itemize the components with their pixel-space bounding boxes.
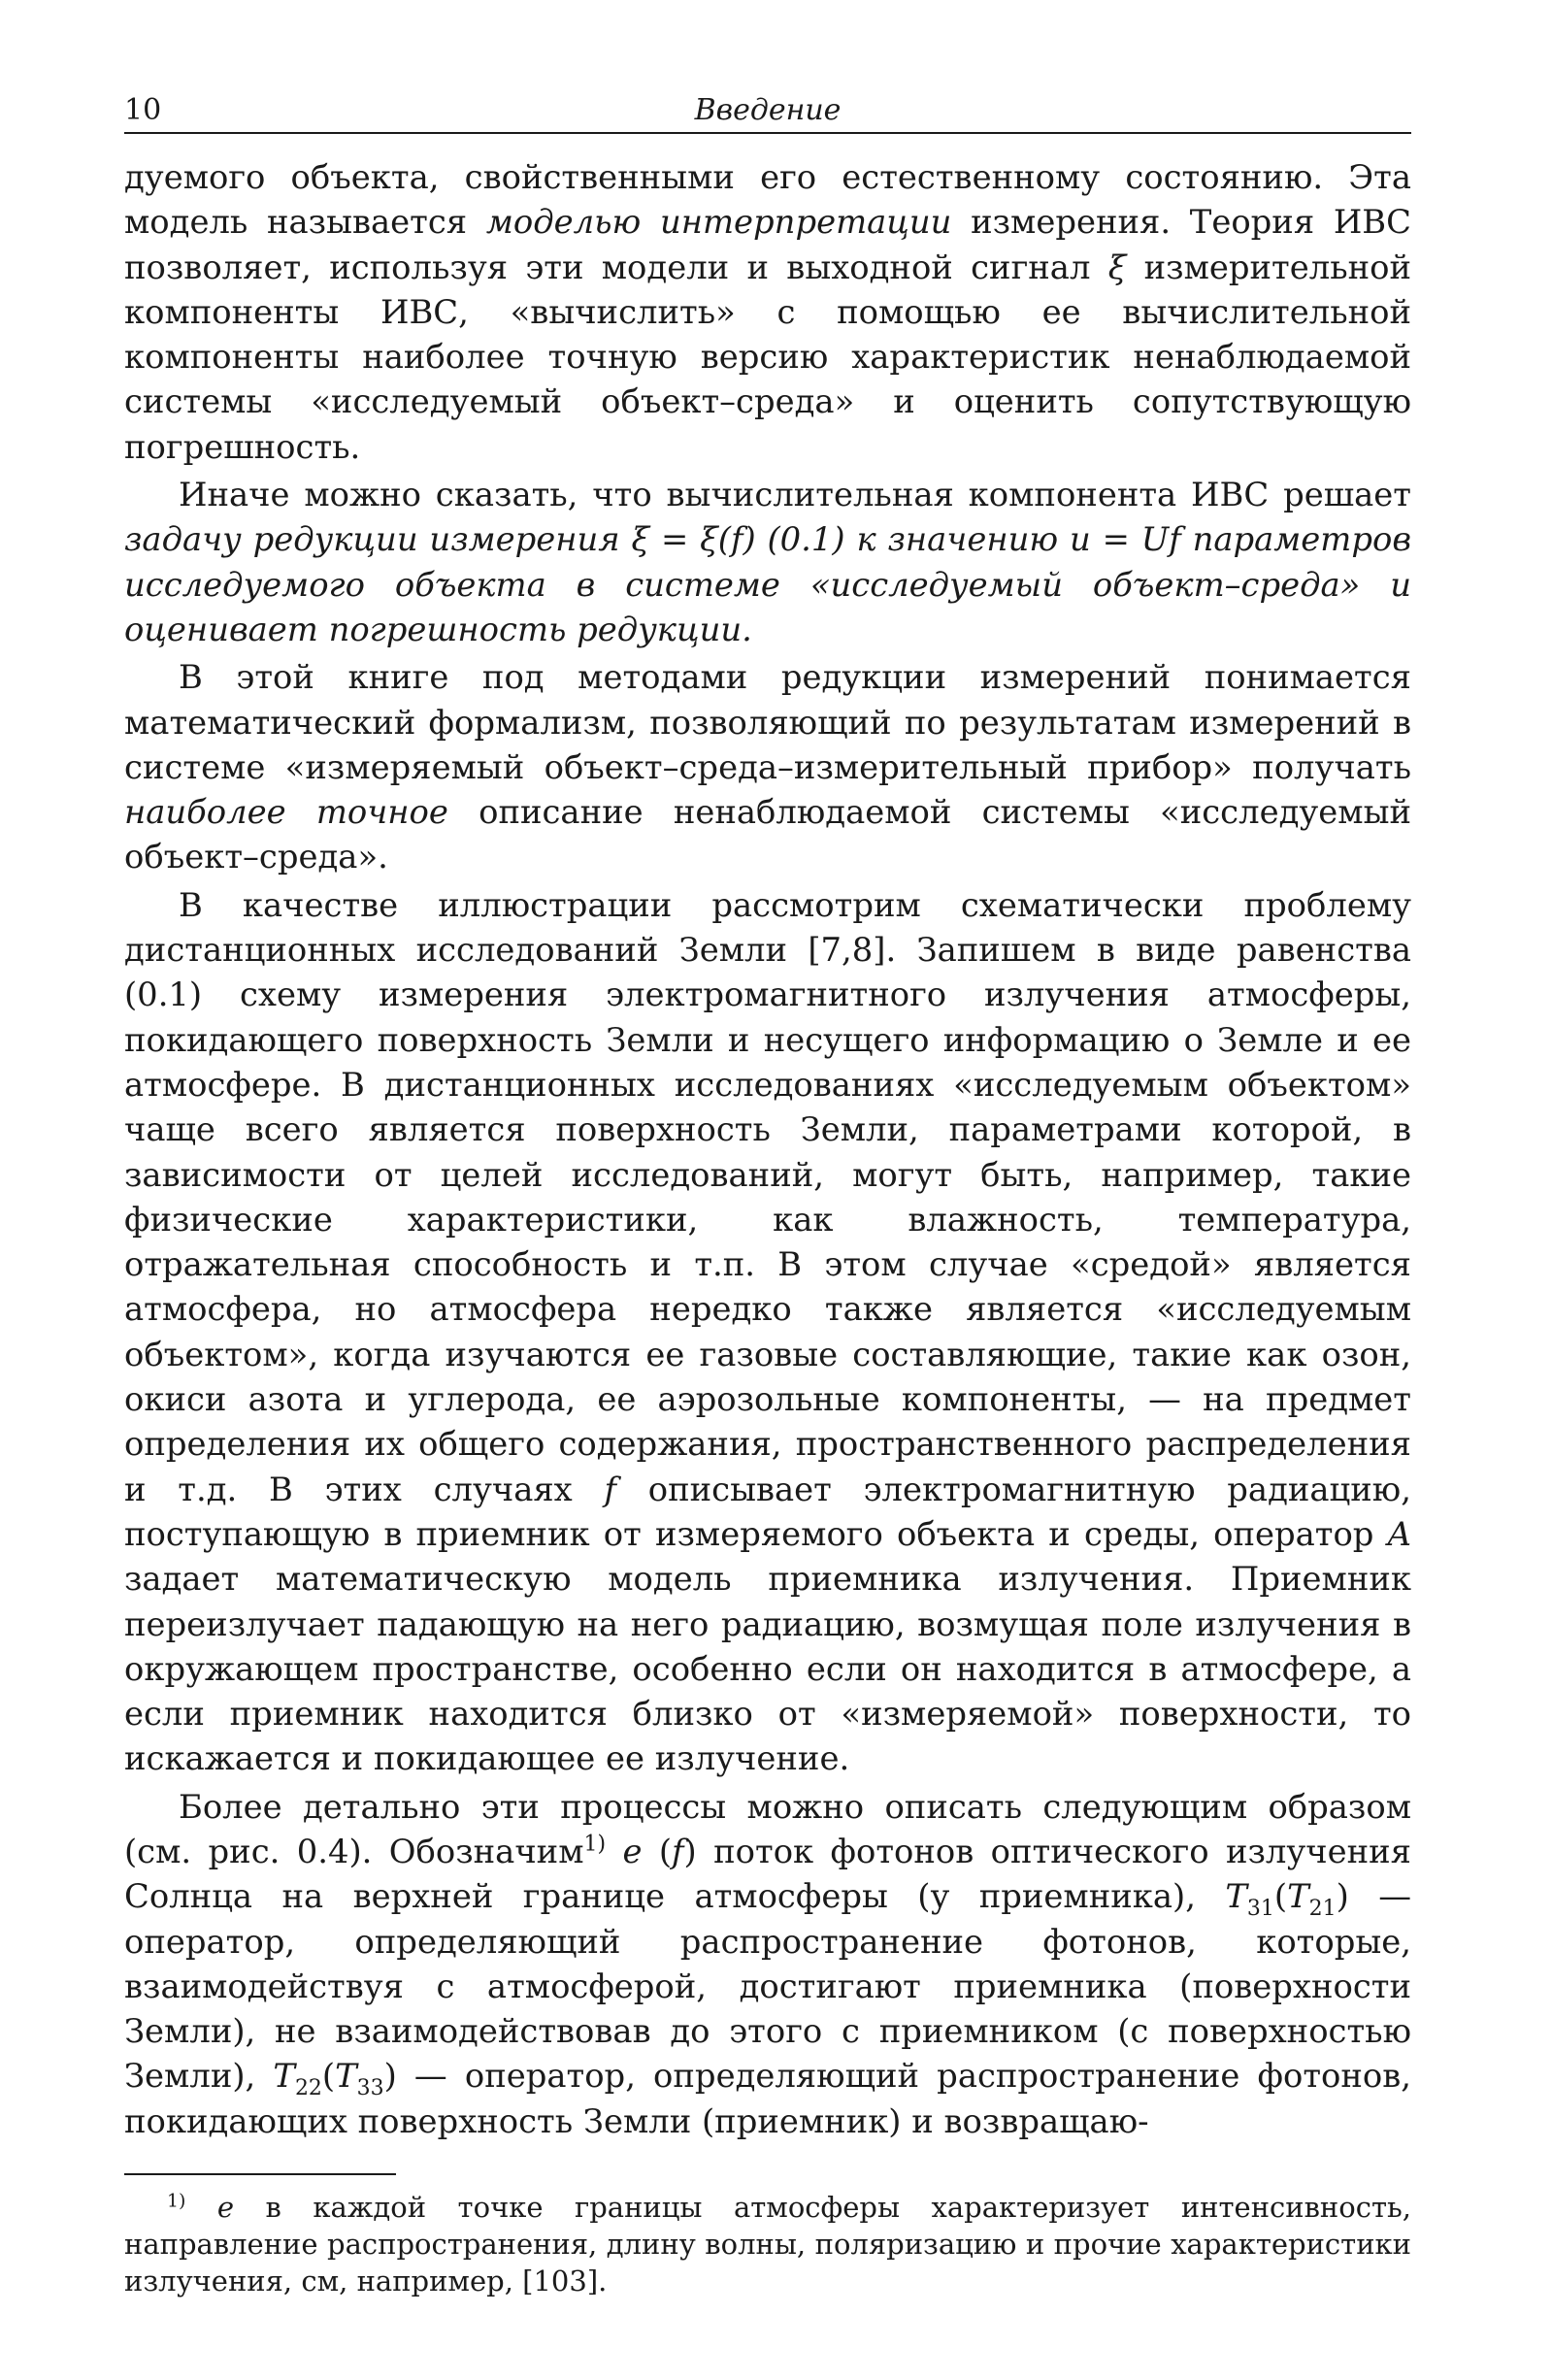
italic-text: e — [622, 1832, 643, 1870]
text-run: в каждой точке границы атмосферы характеризует интенсивность, направление распространения, длину волны, поляризацию и прочие характеристики излучения, см, например, [103]. — [124, 2191, 1412, 2298]
subscript: 33 — [356, 2076, 384, 2101]
italic-text: T — [1287, 1877, 1309, 1916]
italic-text: T — [335, 2057, 357, 2096]
text-run — [185, 2191, 217, 2224]
footnote-marker: 1) — [583, 1832, 607, 1857]
footnote — [124, 2189, 1411, 2299]
subscript: 22 — [294, 2076, 322, 2101]
paragraph — [124, 473, 1411, 652]
text-run — [606, 1833, 622, 1870]
page — [124, 89, 1411, 2299]
text-run: описывает электромагнитную радиацию, поступающую в приемник от измеряемого объекта и среды, оператор — [124, 1470, 1411, 1553]
footnote-text — [124, 2189, 1411, 2299]
text-run: ) — оператор, определяющий распространение фотонов, которые, взаимодействуя с атмосферой, достигают приемника (поверхности Земли), не взаимодействовав до этого с приемником (с поверхностью Земли), — [124, 1877, 1411, 2096]
footnote-marker: 1) — [167, 2191, 186, 2212]
body-text — [124, 155, 1411, 2144]
text-run: ( — [642, 1832, 673, 1870]
text-run: ( — [1273, 1877, 1288, 1916]
paragraph — [124, 155, 1411, 470]
italic-text: f — [604, 1470, 616, 1508]
italic-text: T — [1225, 1877, 1247, 1916]
text-run: дуемого объекта, свойственными его естественному состоянию. Эта модель называется — [124, 158, 1411, 242]
text-run: описание ненаблюдаемой системы «исследуемый объект–среда». — [124, 793, 1411, 876]
text-run: задает математическую модель приемника излучения. Приемник переизлучает падающую на него радиацию, возмущая поле излучения в окружающем пространстве, особенно если он находится в атмосфере, а если приемник находится близко от «измеряемой» поверхности, то искажается и покидающее ее излучение. — [124, 1560, 1411, 1778]
subscript: 31 — [1246, 1897, 1274, 1922]
text-run: ) поток фотонов оптического излучения Солнца на верхней границе атмосферы (у приемника), — [124, 1832, 1411, 1916]
italic-text: наиболее точное — [124, 793, 448, 832]
italic-text: T — [273, 2057, 295, 2096]
paragraph — [124, 883, 1411, 1782]
paragraph — [124, 655, 1411, 879]
paragraph — [124, 1785, 1411, 2144]
running-title: Введение — [694, 93, 842, 127]
page-number: 10 — [124, 93, 162, 127]
text-run: ( — [321, 2057, 336, 2096]
italic-text: f — [672, 1832, 684, 1870]
italic-text: задачу редукции измерения ξ = ξ(f) (0.1) к значению u = Uf параметров исследуемого объекта в системе «исследуемый объект–среда» и оценивает погрешность редукции. — [124, 520, 1411, 648]
text-run: Более детально эти процессы можно описать следующим образом (см. рис. 0.4). Обозначим — [124, 1787, 1411, 1870]
italic-text: A — [1387, 1514, 1411, 1553]
italic-text: e — [216, 2191, 235, 2225]
text-run: ) — оператор, определяющий распространение фотонов, покидающих поверхность Земли (приемник) и возвращаю- — [124, 2057, 1412, 2140]
text-run: измерительной компоненты ИВС, «вычислить» с помощью ее вычислительной компоненты наиболее точную версию характеристик ненаблюдаемой системы «исследуемый объект–среда» и оценить сопутствующую погрешность. — [124, 248, 1412, 466]
running-header — [124, 89, 1411, 134]
subscript: 21 — [1308, 1897, 1337, 1922]
footnote-rule — [124, 2173, 396, 2175]
text-run: В этой книге под методами редукции измерений понимается математический формализм, позволяющий по результатам измерений в системе «измеряемый объект–среда–измерительный прибор» получать — [124, 658, 1411, 786]
text-run: В качестве иллюстрации рассмотрим схематически проблему дистанционных исследований Земли [7,8]. Запишем в виде равенства (0.1) схему измерения электромагнитного излучения атмосферы, покидающего поверхность Земли и несущего информацию о Земле и ее атмосфере. В дистанционных исследованиях «исследуемым объектом» чаще всего является поверхность Земли, параметрами которой, в зависимости от целей исследований, могут быть, например, такие физические характеристики, как влажность, температура, отражательная способность и т.п. В этом случае «средой» является атмосфера, но атмосфера нередко также является «исследуемым объектом», когда изучаются ее газовые составляющие, такие как озон, окиси азота и углерода, ее аэрозольные компоненты, — на предмет определения их общего содержания, пространственного распределения и т.д. В этих случаях — [124, 885, 1411, 1508]
text-run: Иначе можно сказать, что вычислительная компонента ИВС решает — [179, 476, 1411, 514]
italic-text: моделью интерпретации — [485, 203, 952, 242]
text-run: измерения. Теория ИВС позволяет, используя эти модели и выходной сигнал — [124, 203, 1411, 286]
italic-text: ξ — [1107, 248, 1127, 286]
